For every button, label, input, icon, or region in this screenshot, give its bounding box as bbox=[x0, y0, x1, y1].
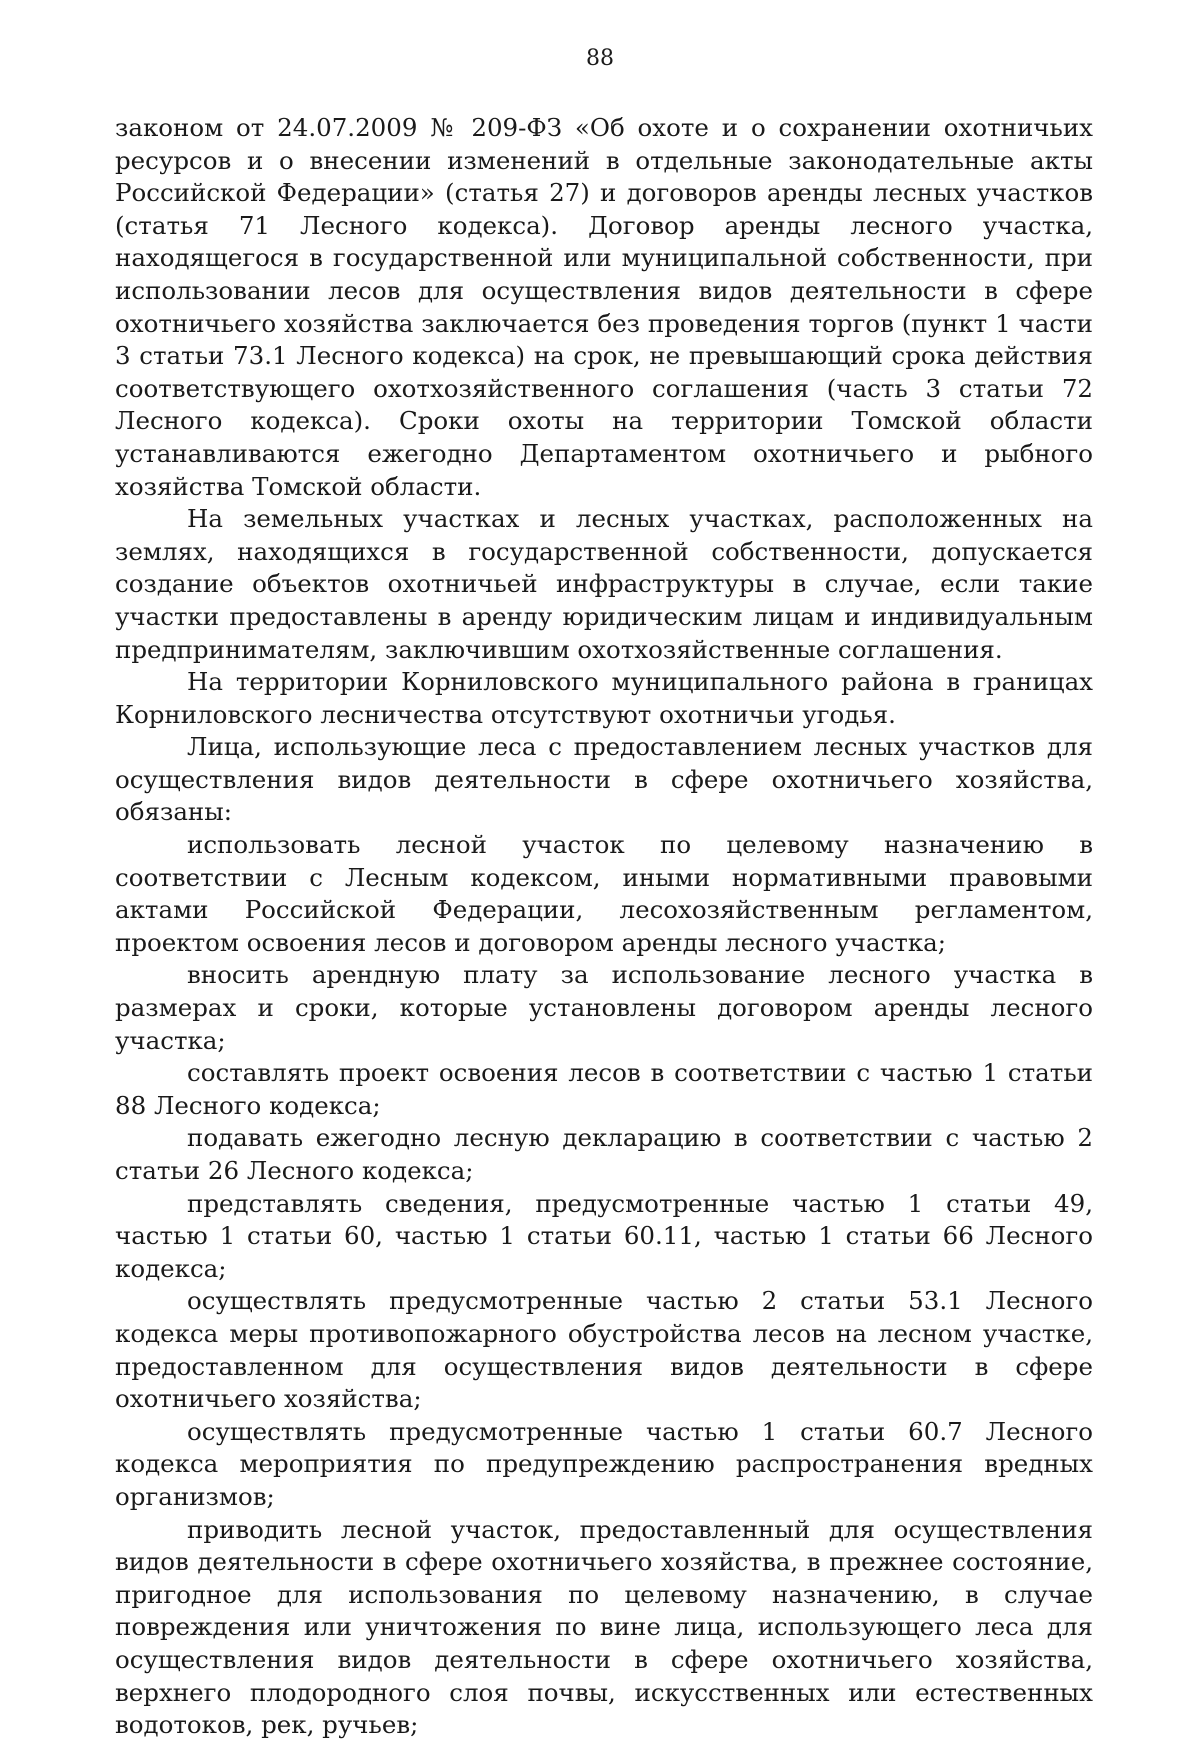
paragraph-hunting-infrastructure: На земельных участках и лесных участках, расположенных на землях, находящихся в государственной собственности, допускается создание объектов охотничьей инфраструктуры в случае, если такие участки предоставлены в аренду юридическим лицам и индивидуальным предпринимателям, заключившим охотхозяйственные соглашения. bbox=[115, 504, 1093, 664]
obligation-forest-declaration: подавать ежегодно лесную декларацию в соответствии с частью 2 статьи 26 Лесного кодекса; bbox=[115, 1123, 1093, 1185]
document-body bbox=[115, 112, 1093, 1742]
obligation-pay-rent: вносить арендную плату за использование лесного участка в размерах и сроки, которые установлены договором аренды лесного участка; bbox=[115, 960, 1093, 1055]
page-number: 88 bbox=[586, 46, 614, 71]
obligation-restore-land: приводить лесной участок, предоставленный для осуществления видов деятельности в сфере охотничьего хозяйства, в прежнее состояние, пригодное для использования по целевому назначению, в случае повреждения или уничтожения по вине лица, использующего леса для осуществления видов деятельности в сфере охотничьего хозяйства, верхнего плодородного слоя почвы, искусственных или естественных водотоков, рек, ручьев; bbox=[115, 1514, 1093, 1740]
obligation-fire-prevention: осуществлять предусмотренные частью 2 статьи 53.1 Лесного кодекса меры противопожарного обустройства лесов на лесном участке, предоставленном для осуществления видов деятельности в сфере охотничьего хозяйства; bbox=[115, 1286, 1093, 1414]
paragraph-obligations-intro: Лица, использующие леса с предоставлением лесных участков для осуществления видов деятельности в сфере охотничьего хозяйства, обязаны: bbox=[115, 732, 1093, 827]
obligation-forest-project: составлять проект освоения лесов в соответствии с частью 1 статьи 88 Лесного кодекса; bbox=[115, 1058, 1093, 1120]
obligation-pest-prevention: осуществлять предусмотренные частью 1 статьи 60.7 Лесного кодекса мероприятия по предупреждению распространения вредных организмов; bbox=[115, 1416, 1093, 1511]
paragraph-hunting-law-lease: законом от 24.07.2009 № 209-ФЗ «Об охоте и о сохранении охотничьих ресурсов и о внесении изменений в отдельные законодательные акты Российской Федерации» (статья 27) и договоров аренды лесных участков (статья 71 Лесного кодекса). Договор аренды лесного участка, находящегося в государственной или муниципальной собственности, при использовании лесов для осуществления видов деятельности в сфере охотничьего хозяйства заключается без проведения торгов (пункт 1 части 3 статьи 73.1 Лесного кодекса) на срок, не превышающий срока действия соответствующего охотхозяйственного соглашения (часть 3 статьи 72 Лесного кодекса). Сроки охоты на территории Томской области устанавливаются ежегодно Департаментом охотничьего и рыбного хозяйства Томской области. bbox=[115, 113, 1093, 501]
obligation-provide-information: представлять сведения, предусмотренные частью 1 статьи 49, частью 1 статьи 60, частью 1 статьи 60.11, частью 1 статьи 66 Лесного кодекса; bbox=[115, 1188, 1093, 1283]
paragraph-no-hunting-grounds: На территории Корниловского муниципального района в границах Корниловского лесничества отсутствуют охотничьи угодья. bbox=[115, 667, 1093, 729]
obligation-use-by-purpose: использовать лесной участок по целевому назначению в соответствии с Лесным кодексом, иными нормативными правовыми актами Российской Федерации, лесохозяйственным регламентом, проектом освоения лесов и договором аренды лесного участка; bbox=[115, 830, 1093, 957]
